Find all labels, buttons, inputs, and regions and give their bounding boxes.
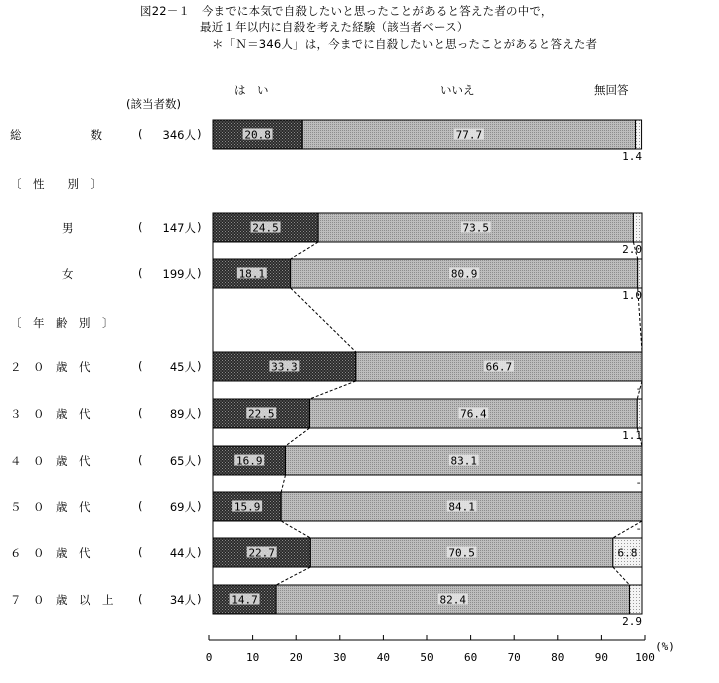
bar-value-label: 76.4 xyxy=(460,407,487,421)
respondent-count: 44人 xyxy=(169,545,196,560)
x-tick-label: 40 xyxy=(376,651,391,664)
bar-value-label: 73.5 xyxy=(462,221,490,235)
group-label-age: 〔 年 齢 別 〕 xyxy=(10,316,114,330)
na-value-label: 1.1 xyxy=(622,429,642,442)
x-tick-label: 80 xyxy=(551,651,565,664)
x-tick-label: 100 xyxy=(635,651,655,664)
count-open-paren: ( xyxy=(138,498,143,513)
na-value-label: 1.4 xyxy=(622,150,642,163)
count-close-paren: ) xyxy=(197,265,202,280)
respondent-count: 34人 xyxy=(169,592,196,607)
bar-value-label: 18.1 xyxy=(238,267,266,281)
x-axis-unit: (%) xyxy=(655,640,675,653)
connector-line xyxy=(613,567,630,585)
x-tick-label: 50 xyxy=(420,651,434,664)
count-open-paren: ( xyxy=(138,544,143,559)
count-close-paren: ) xyxy=(197,405,202,420)
connector-line xyxy=(310,381,356,399)
bar-value-label: 15.9 xyxy=(233,500,261,514)
count-close-paren: ) xyxy=(197,591,202,606)
x-tick-label: 70 xyxy=(507,651,521,664)
count-close-paren: ) xyxy=(197,544,202,559)
category-label: ３ ０ 歳 代 xyxy=(10,406,91,421)
respondent-count: 65人 xyxy=(169,453,196,468)
x-tick-label: 60 xyxy=(463,651,478,664)
count-close-paren: ) xyxy=(197,126,202,141)
bar-na xyxy=(636,120,642,149)
bar-value-label: 33.3 xyxy=(271,360,298,374)
na-value-label: 2.9 xyxy=(622,615,642,628)
respondent-count: 89人 xyxy=(169,406,196,421)
na-value-label: - xyxy=(635,522,642,535)
bar-value-label: 14.7 xyxy=(231,593,258,607)
category-label: ５ ０ 歳 代 xyxy=(10,499,91,514)
na-value-label: - xyxy=(635,476,642,489)
bar-value-label: 82.4 xyxy=(439,593,467,607)
respondent-count: 45人 xyxy=(169,359,196,374)
count-open-paren: ( xyxy=(138,265,143,280)
x-tick-label: 20 xyxy=(289,651,303,664)
x-tick-label: 90 xyxy=(594,651,609,664)
respondent-count: 199人 xyxy=(162,266,196,281)
count-open-paren: ( xyxy=(138,358,143,373)
category-label: ２ ０ 歳 代 xyxy=(10,359,91,374)
count-close-paren: ) xyxy=(197,452,202,467)
bar-value-label: 22.7 xyxy=(248,546,275,560)
bar-value-label: 83.1 xyxy=(450,454,478,468)
count-close-paren: ) xyxy=(197,358,202,373)
connector-line xyxy=(286,428,310,446)
category-label: ７ ０ 歳 以 上 xyxy=(10,592,114,607)
bar-value-label: 20.8 xyxy=(244,128,271,142)
category-label: 女 xyxy=(62,266,74,281)
bar-value-label: 77.7 xyxy=(455,128,483,142)
bar-na xyxy=(638,259,642,288)
bar-value-label: 22.5 xyxy=(248,407,275,421)
connector-line xyxy=(276,567,310,585)
bar-value-label: 70.5 xyxy=(448,546,475,560)
respondent-count: 346人 xyxy=(162,127,196,142)
bar-na xyxy=(637,399,642,428)
bar-value-label: 84.1 xyxy=(448,500,475,514)
group-label-gender: 〔 性 別 〕 xyxy=(10,177,102,191)
na-value-label: - xyxy=(635,382,642,395)
count-open-paren: ( xyxy=(138,126,143,141)
count-open-paren: ( xyxy=(138,219,143,234)
header-no: いいえ xyxy=(440,83,475,97)
na-value-label: 1.0 xyxy=(622,289,642,302)
x-tick-label: 0 xyxy=(205,651,213,664)
count-close-paren: ) xyxy=(197,498,202,513)
connector-line xyxy=(281,475,285,492)
chart-title-line1: 図22－１ 今までに本気で自殺したいと思ったことがあると答えた者の中で， xyxy=(140,4,553,18)
count-close-paren: ) xyxy=(197,219,202,234)
header-na: 無回答 xyxy=(594,83,629,97)
connector-line xyxy=(291,242,318,259)
chart-title-line3: ＊「Ｎ＝346人」は，今までに自殺したいと思ったことがあると答えた者 xyxy=(212,37,598,51)
category-label: ４ ０ 歳 代 xyxy=(10,453,91,468)
bar-na xyxy=(633,213,642,242)
x-tick-label: 10 xyxy=(245,651,260,664)
chart-title-line2: 最近１年以内に自殺を考えた経験（該当者ベース） xyxy=(200,20,469,34)
respondent-count: 147人 xyxy=(162,220,196,235)
bar-value-label: 66.7 xyxy=(485,360,513,374)
bar-value-label: 24.5 xyxy=(252,221,279,235)
bar-value-label: 80.9 xyxy=(450,267,478,281)
x-axis xyxy=(206,635,675,664)
category-label: 総 数 xyxy=(10,127,102,142)
bar-value-label: 6.8 xyxy=(617,546,638,560)
na-value-label: 2.0 xyxy=(622,243,642,256)
count-open-paren: ( xyxy=(138,591,143,606)
count-open-paren: ( xyxy=(138,405,143,420)
category-label: ６ ０ 歳 代 xyxy=(10,545,91,560)
bars-layer xyxy=(213,120,642,628)
header-yes: は い xyxy=(234,83,269,97)
x-tick-label: 30 xyxy=(333,651,347,664)
count-open-paren: ( xyxy=(138,452,143,467)
bar-value-label: 16.9 xyxy=(236,454,263,468)
header-base-count: (該当者数) xyxy=(126,97,181,111)
bar-na xyxy=(630,585,642,614)
respondent-count: 69人 xyxy=(169,499,196,514)
connector-line xyxy=(281,521,310,538)
connector-line xyxy=(291,288,356,352)
category-label: 男 xyxy=(62,220,74,235)
